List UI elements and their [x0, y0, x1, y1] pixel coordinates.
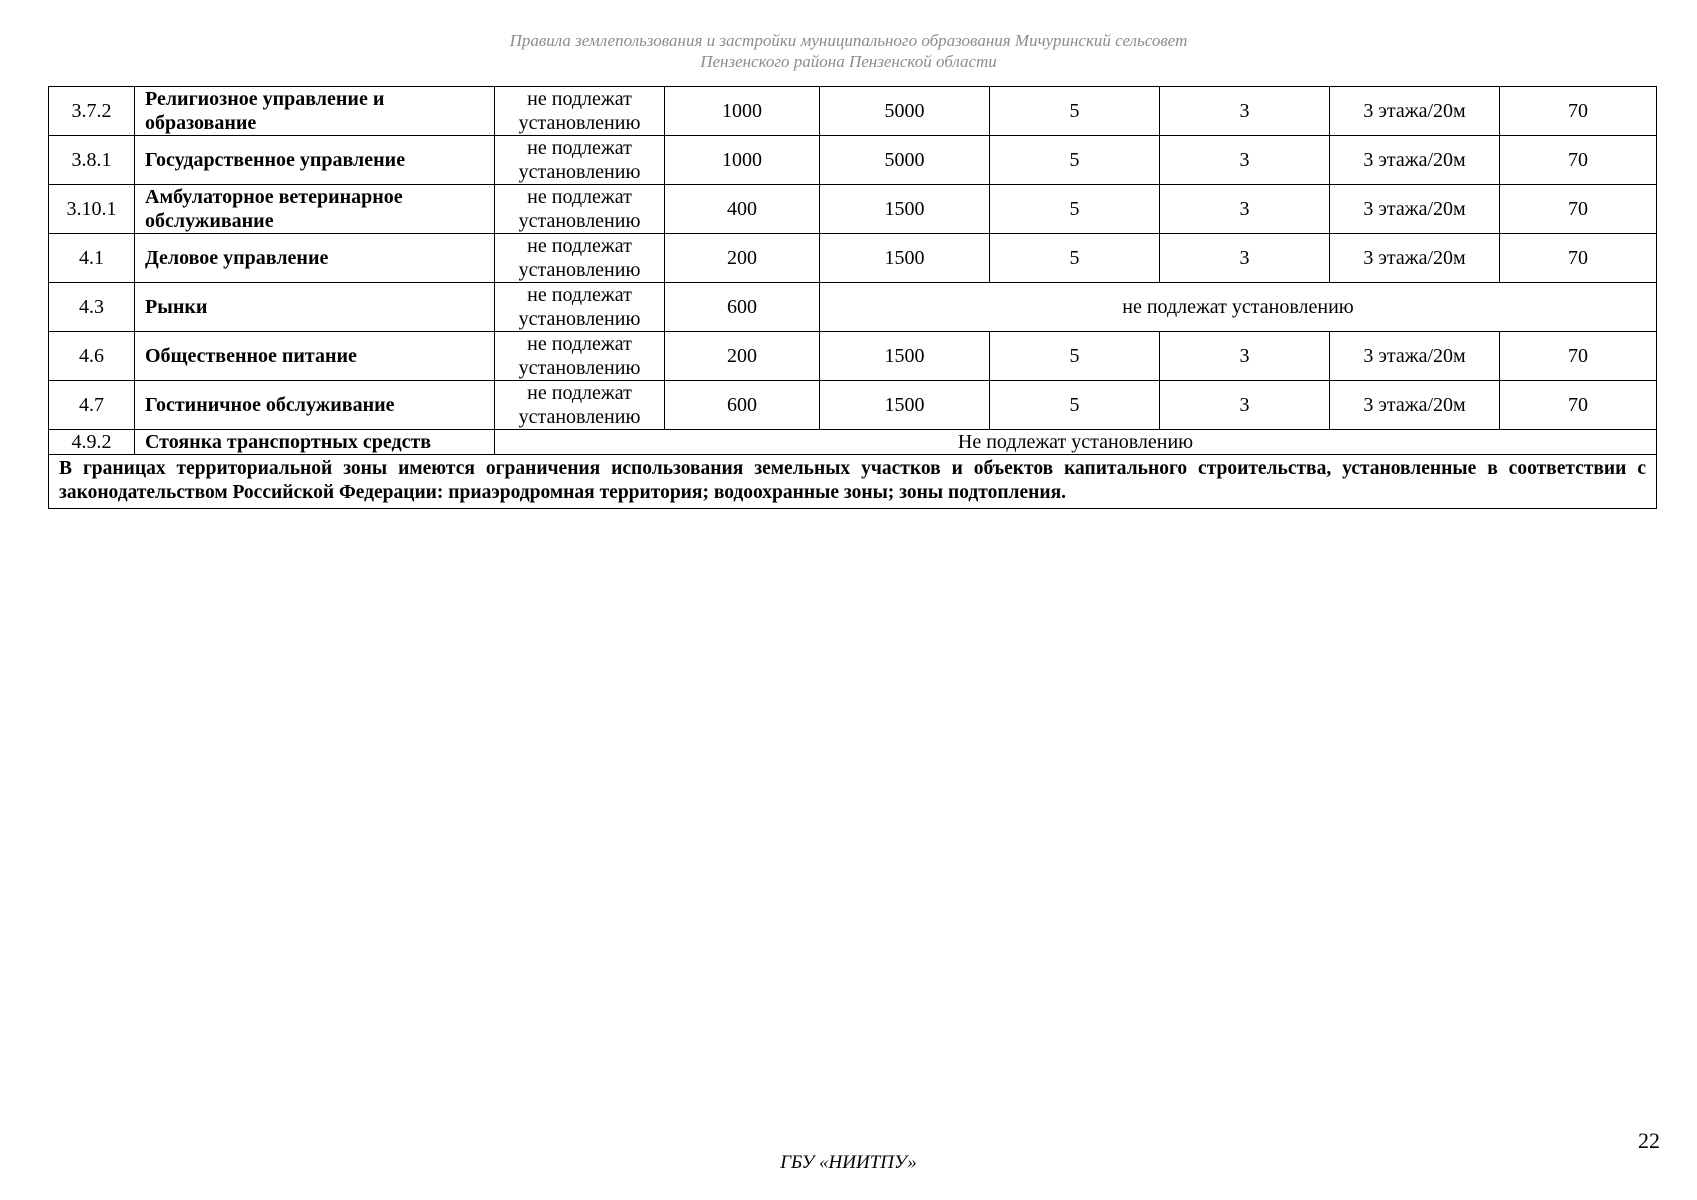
- page-header: [0, 30, 1697, 72]
- row-height: 3 этажа/20м: [1330, 234, 1500, 283]
- row-min-size: не подлежат установлению: [495, 283, 665, 332]
- table-row: [49, 381, 1657, 430]
- row-height: 3 этажа/20м: [1330, 185, 1500, 234]
- note-row: [49, 455, 1657, 509]
- row-min-area: 600: [665, 283, 820, 332]
- table-row: [49, 136, 1657, 185]
- row-setback-1: 5: [990, 87, 1160, 136]
- row-min-size: не подлежат установлению: [495, 185, 665, 234]
- table-row: [49, 87, 1657, 136]
- row-min-area: 600: [665, 381, 820, 430]
- row-max-area: 5000: [820, 136, 990, 185]
- row-setback-1: 5: [990, 332, 1160, 381]
- row-max-area: 1500: [820, 381, 990, 430]
- row-code: 4.1: [49, 234, 135, 283]
- row-setback-2: 3: [1160, 87, 1330, 136]
- row-height: 3 этажа/20м: [1330, 136, 1500, 185]
- row-coverage: 70: [1500, 87, 1657, 136]
- row-setback-1: 5: [990, 234, 1160, 283]
- header-line-1: Правила землепользования и застройки муниципального образования Мичуринский сельсовет: [509, 31, 1188, 50]
- row-code: 3.10.1: [49, 185, 135, 234]
- row-name: Государственное управление: [135, 136, 495, 185]
- row-max-area: 1500: [820, 332, 990, 381]
- row-code: 4.9.2: [49, 430, 135, 455]
- row-coverage: 70: [1500, 381, 1657, 430]
- row-name: Рынки: [135, 283, 495, 332]
- row-min-size: не подлежат установлению: [495, 136, 665, 185]
- row-min-area: 1000: [665, 136, 820, 185]
- row-max-area: 5000: [820, 87, 990, 136]
- row-min-area: 400: [665, 185, 820, 234]
- row-code: 3.7.2: [49, 87, 135, 136]
- row-coverage: 70: [1500, 234, 1657, 283]
- row-name: Деловое управление: [135, 234, 495, 283]
- row-merged-cell: не подлежат установлению: [820, 283, 1657, 332]
- table-row: [49, 185, 1657, 234]
- row-setback-2: 3: [1160, 136, 1330, 185]
- row-min-size: не подлежат установлению: [495, 381, 665, 430]
- table-row: [49, 430, 1657, 455]
- row-min-size: не подлежат установлению: [495, 234, 665, 283]
- row-min-area: 1000: [665, 87, 820, 136]
- row-code: 3.8.1: [49, 136, 135, 185]
- row-height: 3 этажа/20м: [1330, 87, 1500, 136]
- row-max-area: 1500: [820, 185, 990, 234]
- table-row: [49, 283, 1657, 332]
- row-setback-2: 3: [1160, 332, 1330, 381]
- row-setback-1: 5: [990, 136, 1160, 185]
- row-max-area: 1500: [820, 234, 990, 283]
- row-setback-2: 3: [1160, 234, 1330, 283]
- row-min-size: не подлежат установлению: [495, 332, 665, 381]
- page-number: 22: [1638, 1128, 1660, 1153]
- row-code: 4.6: [49, 332, 135, 381]
- header-line-2: Пензенского района Пензенской области: [700, 52, 997, 71]
- row-coverage: 70: [1500, 136, 1657, 185]
- row-name: Гостиничное обслуживание: [135, 381, 495, 430]
- row-name: Амбулаторное ветеринарное обслуживание: [135, 185, 495, 234]
- row-setback-2: 3: [1160, 381, 1330, 430]
- row-setback-1: 5: [990, 381, 1160, 430]
- row-min-size: не подлежат установлению: [495, 87, 665, 136]
- row-coverage: 70: [1500, 185, 1657, 234]
- zone-restrictions-note: В границах территориальной зоны имеются ограничения использования земельных участков и объектов капитального строительства, установленные в соответствии с законодательством Российской Федерации: приаэродромная территория; водоохранные зоны; зоны подтопления.: [49, 455, 1657, 509]
- regulations-table: [48, 86, 1657, 509]
- row-name: Стоянка транспортных средств: [135, 430, 495, 455]
- row-setback-1: 5: [990, 185, 1160, 234]
- row-min-area: 200: [665, 234, 820, 283]
- page-footer: ГБУ «НИИТПУ»: [780, 1152, 917, 1173]
- row-merged-cell: Не подлежат установлению: [495, 430, 1657, 455]
- row-coverage: 70: [1500, 332, 1657, 381]
- row-name: Общественное питание: [135, 332, 495, 381]
- row-height: 3 этажа/20м: [1330, 332, 1500, 381]
- row-code: 4.3: [49, 283, 135, 332]
- row-min-area: 200: [665, 332, 820, 381]
- table-row: [49, 234, 1657, 283]
- row-setback-2: 3: [1160, 185, 1330, 234]
- table-row: [49, 332, 1657, 381]
- row-code: 4.7: [49, 381, 135, 430]
- row-name: Религиозное управление и образование: [135, 87, 495, 136]
- row-height: 3 этажа/20м: [1330, 381, 1500, 430]
